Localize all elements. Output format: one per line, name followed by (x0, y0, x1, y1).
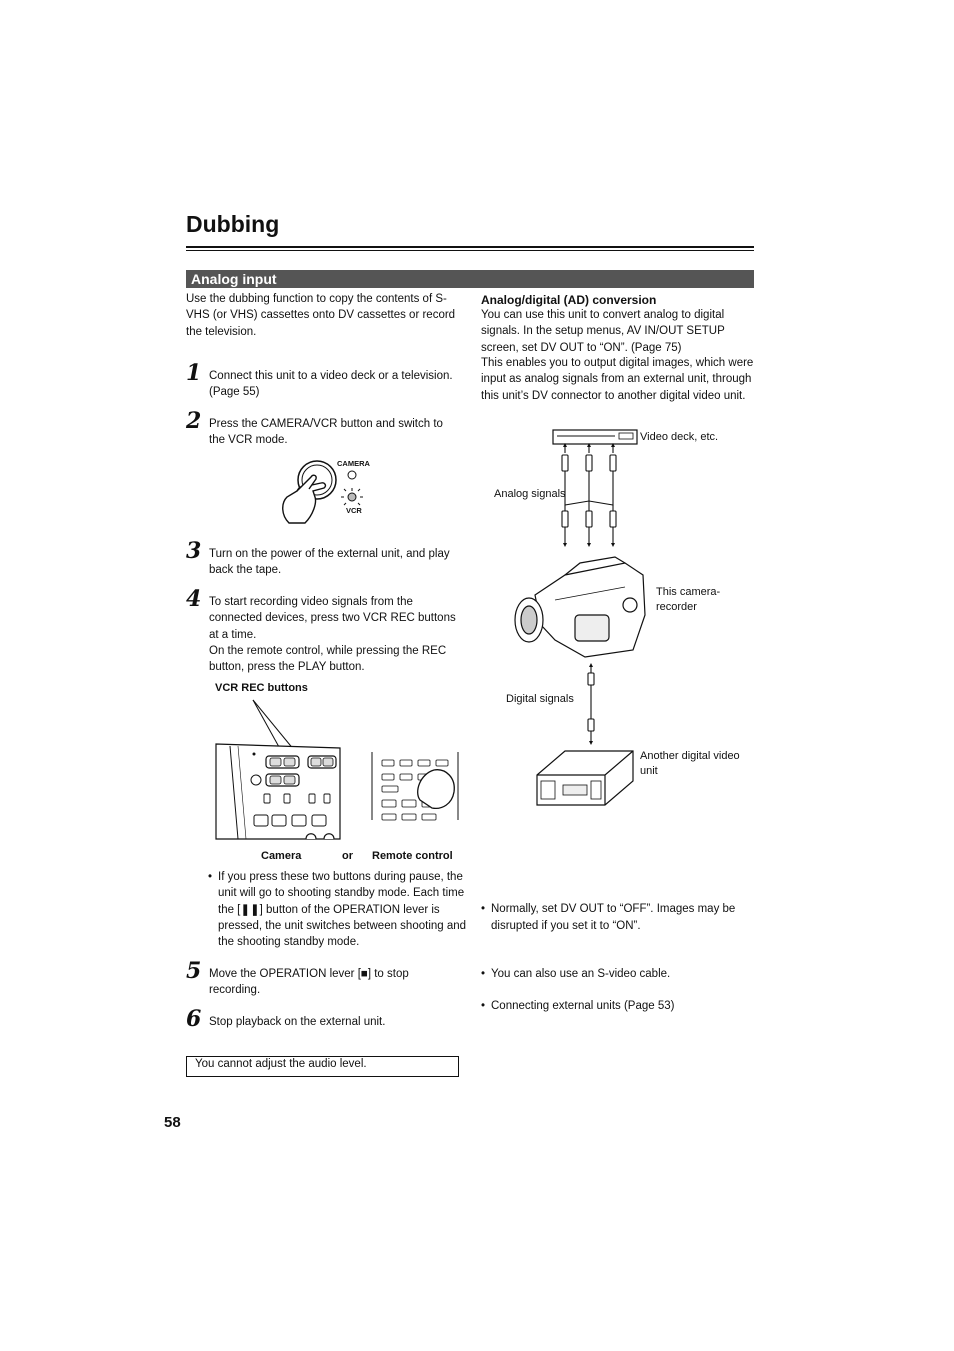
note-text: You cannot adjust the audio level. (195, 1058, 367, 1070)
step-text: Press the CAMERA/VCR button and switch to the VCR mode. (209, 418, 443, 447)
title-rule (186, 246, 754, 248)
label-digital-unit: Another digital video unit (640, 750, 740, 777)
vcr-label: VCR (346, 506, 362, 515)
step-text: To start recording video signals from the connected devices, press two VCR REC buttons at a time. (209, 596, 456, 641)
bullet-external-units: • Connecting external units (Page 53) (481, 998, 763, 1014)
step-text: Turn on the power of the external unit, and play back the tape. (209, 548, 450, 577)
camera-label: CAMERA (337, 459, 370, 468)
section-title: Analog input (191, 271, 277, 287)
ad-paragraph-1: You can use this unit to convert analog to digital signals. In the setup menus, AV IN/OUT SETUP screen, set DV OUT to “ON”. (Page 75) (481, 309, 725, 354)
vcr-rec-label: VCR REC buttons (215, 682, 308, 694)
caption-remote: Remote control (372, 850, 453, 862)
intro-paragraph: Use the dubbing function to copy the contents of S-VHS (or VHS) cassettes onto DV cassettes or record the television. (186, 293, 456, 338)
page-title: Dubbing (186, 211, 280, 237)
step-text: Connect this unit to a video deck or a television. (Page 55) (209, 370, 453, 399)
ad-paragraph-2: This enables you to output digital images, which were input as analog signals from an external unit, through this unit’s DV connector to another digital video unit. (481, 357, 754, 402)
camera-vcr-button-illustration (275, 455, 375, 530)
step-number: 1 (186, 360, 202, 386)
label-analog-signals: Analog signals (494, 488, 566, 500)
step-number: 4 (186, 586, 202, 612)
step-number: 2 (186, 408, 202, 434)
step-number: 5 (186, 958, 202, 984)
label-digital-signals: Digital signals (506, 693, 574, 705)
page-number: 58 (164, 1114, 181, 1131)
camera-panel-illustration (216, 694, 344, 842)
bullet-dv-out: • Normally, set DV OUT to “OFF”. Images may be disrupted if you set it to “ON”. (481, 901, 763, 934)
pause-bullet: • If you press these two buttons during pause, the unit will go to shooting standby mode. Each time the [❚❚] button of the OPERATION lever is pressed, the unit switches between shooting and the shooting standby mode. (208, 869, 470, 950)
step-text: Stop playback on the external unit. (209, 1016, 386, 1028)
label-camera-recorder: This camera-recorder (656, 586, 721, 613)
title-rule-thin (186, 250, 754, 251)
step-text-extra: On the remote control, while pressing the REC button, press the PLAY button. (209, 645, 447, 674)
connection-diagram (505, 425, 645, 810)
caption-camera: Camera (261, 850, 302, 862)
remote-control-illustration (372, 752, 462, 822)
caption-or: or (342, 850, 353, 862)
bullet-s-video: • You can also use an S-video cable. (481, 966, 763, 982)
step-text: Move the OPERATION lever [■] to stop recording. (209, 968, 409, 997)
step-number: 3 (186, 538, 202, 564)
label-video-deck: Video deck, etc. (640, 431, 719, 443)
step-number: 6 (186, 1006, 202, 1032)
ad-conversion-heading: Analog/digital (AD) conversion (481, 293, 657, 307)
